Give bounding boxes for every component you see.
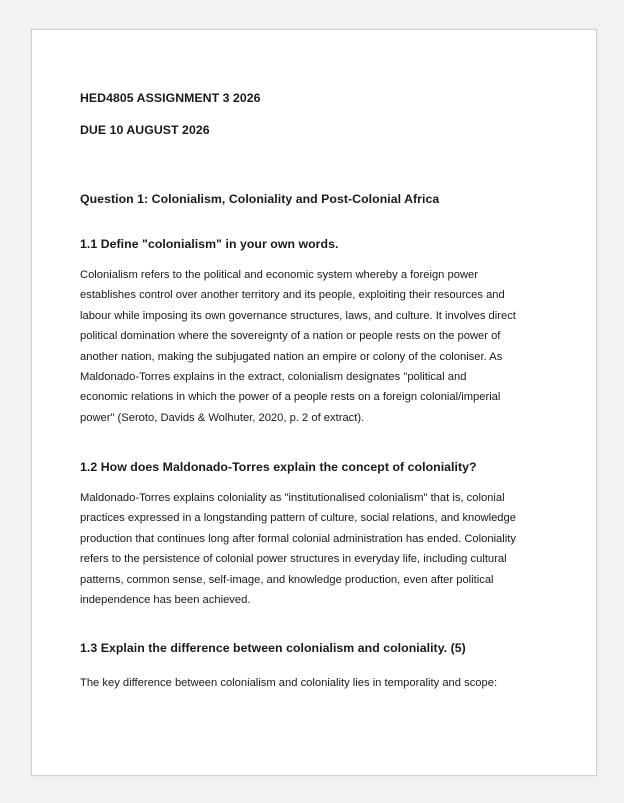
paragraph-line: labour while imposing its own governance structures, laws, and culture. It involves direct xyxy=(80,309,516,322)
document-page xyxy=(31,29,597,776)
section-paragraph-1-1 xyxy=(80,265,558,428)
paragraph-line: political domination where the sovereignty of a nation or people rests on the power of xyxy=(80,330,501,343)
due-date: DUE 10 AUGUST 2026 xyxy=(80,123,210,137)
paragraph-line: economic relations in which the power of a people rests on a foreign colonial/imperial xyxy=(80,391,501,404)
paragraph-line: practices expressed in a longstanding pattern of culture, social relations, and knowledge xyxy=(80,512,516,525)
paragraph-line: Maldonado-Torres explains in the extract, colonialism designates "political and xyxy=(80,371,467,384)
section-paragraph-1-3 xyxy=(80,673,558,693)
paragraph-line: production that continues long after formal colonial administration has ended. Coloniality xyxy=(80,532,516,545)
paragraph-line: Maldonado-Torres explains coloniality as "institutionalised colonialism" that is, colonial xyxy=(80,492,505,504)
paragraph-line: another nation, making the subjugated nation an empire or colony of the coloniser. As xyxy=(80,350,503,363)
section-heading-1-1: 1.1 Define "colonialism" in your own words. xyxy=(80,237,339,251)
paragraph-line: power" (Seroto, Davids & Wolhuter, 2020, p. 2 of extract). xyxy=(80,411,365,424)
section-paragraph-1-2 xyxy=(80,488,558,610)
paragraph-line: Colonialism refers to the political and economic system whereby a foreign power xyxy=(80,269,478,281)
paragraph-line: patterns, common sense, self-image, and knowledge production, even after political xyxy=(80,573,494,586)
question-title: Question 1: Colonialism, Coloniality and Post-Colonial Africa xyxy=(80,192,440,206)
paragraph-line: establishes control over another territory and its people, exploiting their resources and xyxy=(80,289,505,302)
section-heading-1-2: 1.2 How does Maldonado-Torres explain the concept of coloniality? xyxy=(80,460,477,474)
paragraph-line: independence has been achieved. xyxy=(80,594,251,607)
paragraph-line: The key difference between colonialism and coloniality lies in temporality and scope: xyxy=(80,677,498,689)
paragraph-line: refers to the persistence of colonial power structures in everyday life, including cultural xyxy=(80,553,507,566)
section-heading-1-3: 1.3 Explain the difference between colonialism and coloniality. (5) xyxy=(80,641,466,655)
assignment-title: HED4805 ASSIGNMENT 3 2026 xyxy=(80,91,261,105)
